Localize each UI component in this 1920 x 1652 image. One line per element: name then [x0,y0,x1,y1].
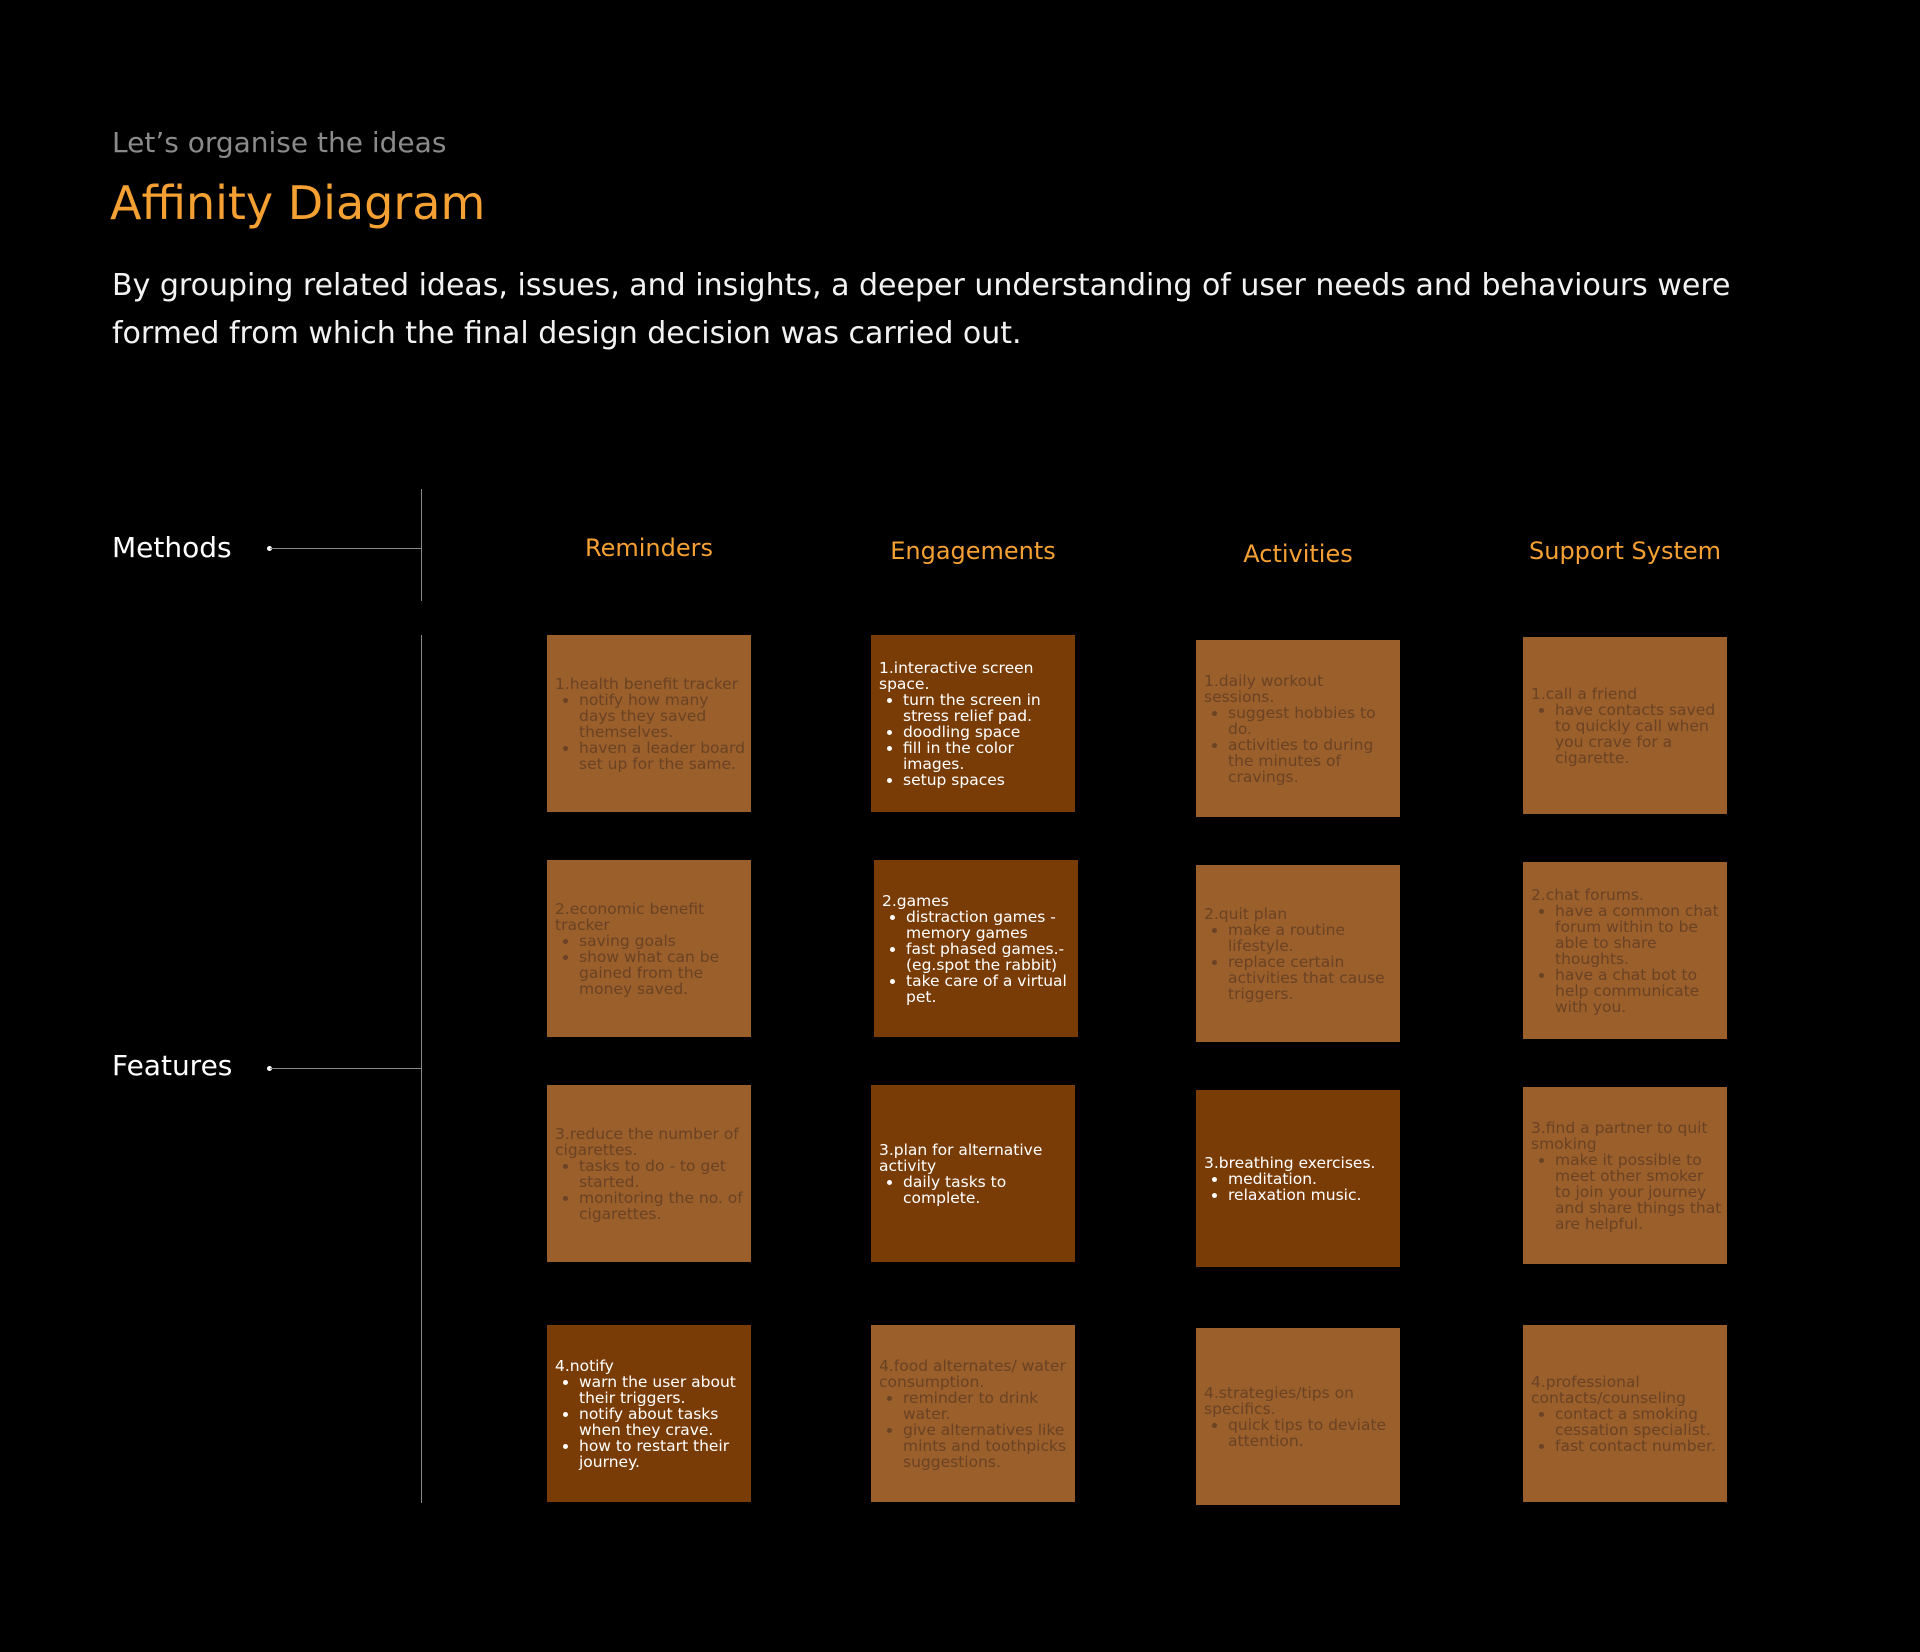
sticky-note-bullets [555,692,747,772]
column-header-engagements: Engagements [890,537,1056,565]
sticky-note-bullet: • setup spaces [903,772,1071,788]
sticky-note-title: 1.interactive screen space. [879,658,1034,693]
sticky-note-bullets [879,1174,1071,1206]
sticky-note-title: 3.breathing exercises. [1204,1153,1376,1172]
sticky-note [547,635,751,812]
sticky-note-bullet: • have contacts saved to quickly call when you crave for a cigarette. [1555,702,1723,766]
sticky-note-bullet: • haven a leader board set up for the same. [579,740,747,772]
sticky-note-bullet: • meditation. [1228,1171,1396,1187]
sticky-note-bullet: • daily tasks to complete. [903,1174,1071,1206]
sticky-note-bullet: • distraction games - memory games [906,909,1074,941]
sticky-note-bullet: • suggest hobbies to do. [1228,705,1396,737]
row-label-features: Features [112,1049,233,1082]
sticky-note [1523,637,1727,814]
sticky-note-bullet: • reminder to drink water. [903,1390,1071,1422]
sticky-note-bullet: • monitoring the no. of cigarettes. [579,1190,747,1222]
sticky-note-bullet: • replace certain activities that cause triggers. [1228,954,1396,1002]
column-header-support-system: Support System [1529,537,1721,565]
sticky-note [874,860,1078,1037]
methods-connector-line [270,548,421,549]
sticky-note-bullets [882,909,1074,1005]
sticky-note [547,1325,751,1502]
sticky-note-bullet: • how to restart their journey. [579,1438,747,1470]
sticky-note-title: 2.chat forums. [1531,885,1644,904]
sticky-note-title: 3.reduce the number of cigarettes. [555,1124,739,1159]
sticky-note-bullet: • fast contact number. [1555,1438,1723,1454]
features-connector-line [270,1068,421,1069]
sticky-note-title: 4.notify [555,1356,614,1375]
sticky-note-bullet: • make a routine lifestyle. [1228,922,1396,954]
sticky-note-title: 1.daily workout sessions. [1204,671,1324,706]
sticky-note-title: 4.food alternates/ water consumption. [879,1356,1066,1391]
methods-bracket-line [421,489,422,601]
sticky-note [1196,640,1400,817]
sticky-note-bullet: • notify about tasks when they crave. [579,1406,747,1438]
sticky-note-bullets [1204,922,1396,1002]
sticky-note [547,860,751,1037]
page-title: Affinity Diagram [110,176,486,230]
sticky-note-bullet: • have a common chat forum within to be able to share thoughts. [1555,903,1723,967]
sticky-note-bullets [1204,705,1396,785]
sticky-note-bullets [1531,702,1723,766]
sticky-note [1523,1087,1727,1264]
sticky-note-title: 3.find a partner to quit smoking [1531,1118,1708,1153]
sticky-note-bullets [1531,1152,1723,1232]
sticky-note-title: 1.call a friend [1531,684,1638,703]
sticky-note [547,1085,751,1262]
sticky-note [1523,1325,1727,1502]
sticky-note [1196,1328,1400,1505]
sticky-note-title: 2.games [882,891,949,910]
sticky-note-bullet: • warn the user about their triggers. [579,1374,747,1406]
sticky-note-title: 1.health benefit tracker [555,674,739,693]
sticky-note-bullets [879,692,1071,788]
sticky-note-bullet: • fill in the color images. [903,740,1071,772]
sticky-note-bullet: • make it possible to meet other smoker to join your journey and share things that are helpful. [1555,1152,1723,1232]
sticky-note [871,1325,1075,1502]
sticky-note-title: 4.strategies/tips on specifics. [1204,1383,1354,1418]
features-bracket-line [421,635,422,1503]
sticky-note [1196,1090,1400,1267]
eyebrow-text: Let’s organise the ideas [112,126,447,159]
sticky-note-title: 4.professional contacts/counseling [1531,1372,1686,1407]
sticky-note-bullets [879,1390,1071,1470]
sticky-note-bullet: • show what can be gained from the money saved. [579,949,747,997]
sticky-note-bullet: • have a chat bot to help communicate with you. [1555,967,1723,1015]
sticky-note-bullet: • notify how many days they saved themselves. [579,692,747,740]
sticky-note-bullets [1204,1171,1396,1203]
sticky-note-bullet: • quick tips to deviate attention. [1228,1417,1396,1449]
sticky-note-bullet: • contact a smoking cessation specialist. [1555,1406,1723,1438]
sticky-note [871,1085,1075,1262]
column-header-reminders: Reminders [585,534,713,562]
sticky-note-bullet: • doodling space [903,724,1071,740]
sticky-note-bullets [555,1158,747,1222]
sticky-note-bullet: • activities to during the minutes of cravings. [1228,737,1396,785]
sticky-note-bullet: • turn the screen in stress relief pad. [903,692,1071,724]
sticky-note-bullet: • relaxation music. [1228,1187,1396,1203]
sticky-note-bullet: • give alternatives like mints and toothpicks suggestions. [903,1422,1071,1470]
sticky-note-title: 3.plan for alternative activity [879,1140,1043,1175]
sticky-note-bullets [1531,1406,1723,1454]
sticky-note-bullet: • saving goals [579,933,747,949]
sticky-note-bullet: • take care of a virtual pet. [906,973,1074,1005]
sticky-note-bullets [1531,903,1723,1015]
sticky-note-bullets [555,933,747,997]
column-header-activities: Activities [1243,540,1353,568]
row-label-methods: Methods [112,531,232,564]
sticky-note-title: 2.economic benefit tracker [555,899,705,934]
sticky-note-title: 2.quit plan [1204,904,1288,923]
sticky-note [1523,862,1727,1039]
sticky-note-bullets [555,1374,747,1470]
sticky-note [1196,865,1400,1042]
sticky-note [871,635,1075,812]
page-description: By grouping related ideas, issues, and insights, a deeper understanding of user needs and behaviours were formed from which the final design decision was carried out. [112,268,1731,351]
sticky-note-bullet: • fast phased games.- (eg.spot the rabbit) [906,941,1074,973]
sticky-note-bullets [1204,1417,1396,1449]
sticky-note-bullet: • tasks to do - to get started. [579,1158,747,1190]
